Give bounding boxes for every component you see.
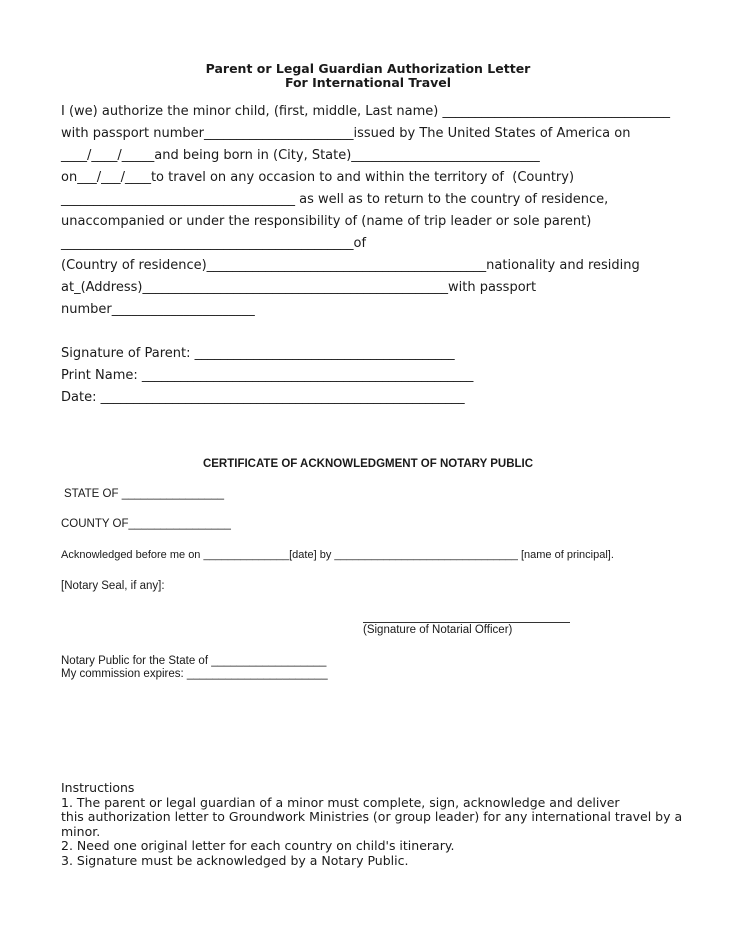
notary-state-field[interactable]: Notary Public for the State of __________________ [61,655,327,667]
county-of-field[interactable]: COUNTY OF________________ [61,518,231,530]
letter-line: number______________________ [61,302,255,317]
letter-line: on___/___/____to travel on any occasion to and within the territory of (Country) [61,170,575,185]
letter-line: with passport number_______________________issued by The United States of America on [61,126,631,141]
instructions-heading: Instructions [61,780,135,795]
notarial-officer-signature-caption: (Signature of Notarial Officer) [363,624,513,636]
instruction-line: this authorization letter to Groundwork Ministries (or group leader) for any international travel by a [61,809,683,824]
acknowledged-before-line[interactable]: Acknowledged before me on ______________[date] by ______________________________ [name of principal]. [61,549,614,561]
date-field[interactable]: Date: ________________________________________________________ [61,390,465,405]
letter-line: I (we) authorize the minor child, (first, middle, Last name) ___________________________________ [61,104,670,119]
letter-line: unaccompanied or under the responsibility of (name of trip leader or sole parent) [61,214,592,229]
letter-line: (Country of residence)___________________________________________nationality and residing [61,258,640,273]
letter-line: ____/____/_____and being born in (City, State)_____________________________ [61,148,540,163]
instruction-line: minor. [61,824,101,839]
letter-line: at_(Address)_______________________________________________with passport [61,280,537,295]
document-title-line-1: Parent or Legal Guardian Authorization Letter [205,61,531,76]
print-name-field[interactable]: Print Name: ___________________________________________________ [61,368,474,383]
instruction-line: 2. Need one original letter for each country on child's itinerary. [61,838,455,853]
instruction-line: 1. The parent or legal guardian of a minor must complete, sign, acknowledge and deliver [61,795,620,810]
instruction-line: 3. Signature must be acknowledged by a Notary Public. [61,853,409,868]
notary-seal-label: [Notary Seal, if any]: [61,580,165,592]
commission-expires-field[interactable]: My commission expires: ______________________ [61,668,328,680]
notarial-officer-signature-line[interactable] [363,622,570,623]
letter-line: ____________________________________ as well as to return to the country of residence, [61,192,609,207]
state-of-field[interactable]: STATE OF ________________ [64,488,225,500]
notary-certificate-heading: CERTIFICATE OF ACKNOWLEDGMENT OF NOTARY PUBLIC [202,458,534,470]
letter-line: _____________________________________________of [61,236,367,251]
document-title-line-2: For International Travel [284,75,452,90]
signature-of-parent-field[interactable]: Signature of Parent: ________________________________________ [61,346,455,361]
